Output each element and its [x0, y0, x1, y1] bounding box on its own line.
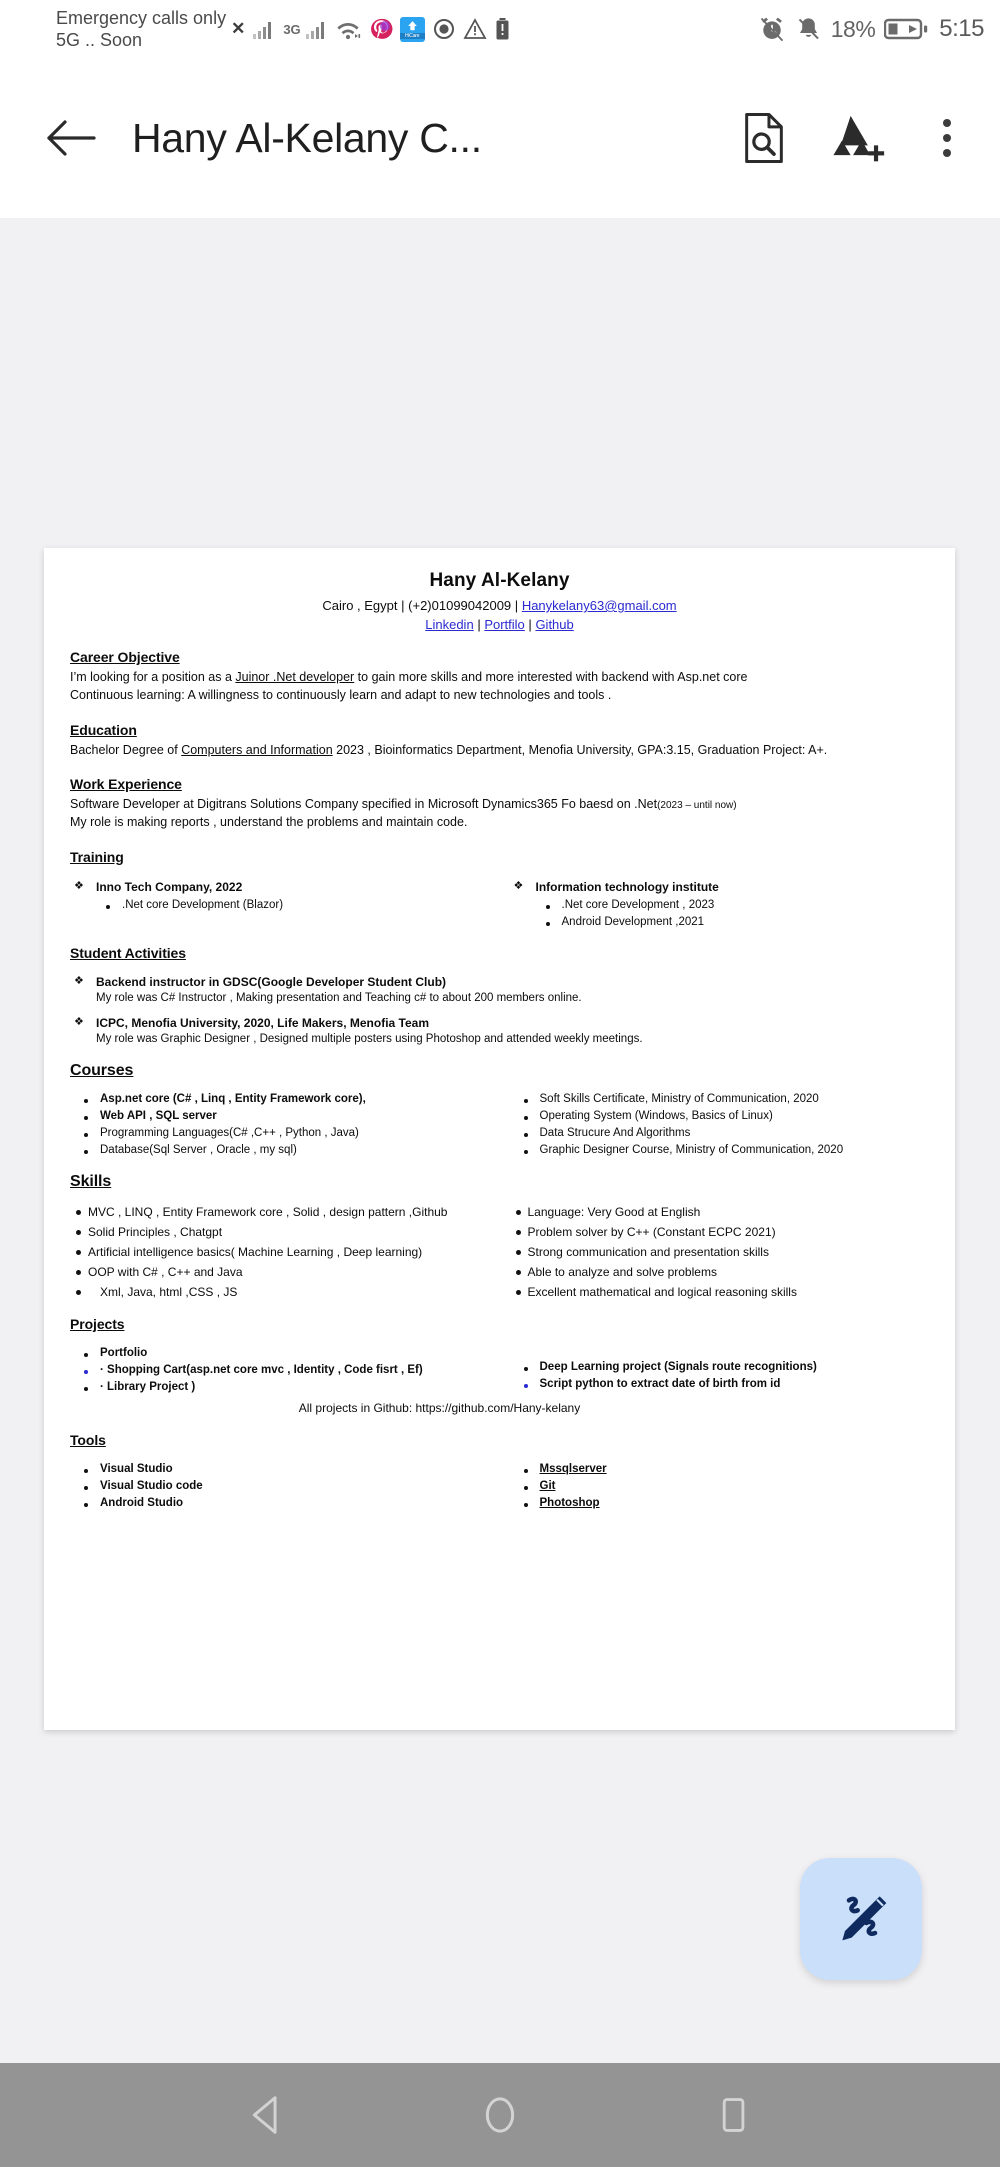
more-options-button[interactable]: [924, 110, 970, 166]
contact-phone: (+2)01099042009: [408, 598, 512, 613]
education-line: [70, 742, 929, 760]
add-to-drive-button[interactable]: [830, 110, 886, 166]
education-pre: Bachelor Degree of: [70, 742, 182, 757]
section-heading-work-experience: Work Experience: [70, 776, 182, 793]
section-heading-tools: Tools: [70, 1431, 106, 1448]
list-item: Language: Very Good at English: [510, 1205, 930, 1219]
bell-off-icon: [795, 15, 822, 43]
student-activity-role: My role was C# Instructor , Making presentation and Teaching c# to about 200 members online.: [96, 991, 582, 1004]
section-heading-courses: Courses: [70, 1061, 134, 1079]
battery-charging-icon: [884, 16, 928, 42]
resume-contact-line: [70, 598, 929, 613]
nav-recents-square-icon: [711, 2093, 755, 2137]
tools-columns: [70, 1458, 929, 1509]
courses-column-right: [500, 1088, 930, 1156]
add-to-drive-icon: [831, 113, 885, 163]
app-bar-actions: [736, 110, 970, 166]
list-item: Operating System (Windows, Basics of Linux): [510, 1110, 930, 1122]
list-item: Solid Principles , Chatgpt: [70, 1225, 500, 1239]
list-item: Database(Sql Server , Oracle , my sql): [70, 1144, 500, 1156]
courses-left-list: [70, 1093, 500, 1156]
work-experience-line-2: My role is making reports , understand the problems and maintain code.: [70, 815, 468, 829]
projects-column-right: [500, 1342, 930, 1393]
section-heading-skills: Skills: [70, 1172, 112, 1190]
network-type-label: 3G: [283, 21, 301, 37]
android-navigation-bar: [0, 2063, 1000, 2167]
work-experience-line-1: [70, 796, 929, 814]
projects-github-footer: All projects in Github: https://github.com/Hany-kelany: [298, 1400, 581, 1415]
tools-left-list: [70, 1463, 500, 1509]
work-experience-text: Software Developer at Digitrans Solutions Company specified in Microsoft Dynamics365 Fo baesd on .Net: [70, 797, 658, 812]
list-item: Able to analyze and solve problems: [510, 1265, 930, 1279]
warning-icon: [463, 17, 487, 41]
links-sep: |: [477, 617, 481, 632]
carrier-line-1: Emergency calls only: [56, 7, 227, 28]
clock-label: 5:15: [939, 15, 984, 42]
section-heading-student-activities: Student Activities: [70, 944, 186, 961]
no-sim-icon: ✕: [231, 19, 246, 38]
battery-alert-icon: [494, 17, 511, 41]
list-item: Data Strucure And Algorithms: [510, 1127, 930, 1139]
student-activity-title: ❖ Backend instructor in GDSC(Google Developer Student Club): [70, 975, 929, 989]
work-experience-dates: (2023 – until now): [657, 800, 737, 812]
student-activities-list: [70, 1016, 929, 1030]
status-bar: [0, 0, 1000, 58]
contact-email-link[interactable]: Hanykelany63@gmail.com: [521, 598, 677, 613]
career-objective-role: Juinor .Net developer: [235, 670, 355, 684]
tools-right-list: [510, 1463, 930, 1509]
career-objective-line-1: [70, 669, 929, 687]
education-post: 2023 , Bioinformatics Department, Menofia University, GPA:3.15, Graduation Project: A+.: [332, 742, 828, 757]
signal-bars-icon: [252, 17, 276, 41]
alarm-icon: [758, 15, 786, 43]
resume-name: Hany Al-Kelany: [429, 570, 570, 591]
pinterest-icon: [369, 17, 393, 41]
list-item: Soft Skills Certificate, Ministry of Communication, 2020: [510, 1093, 930, 1105]
training-right-list: [510, 880, 930, 894]
list-item: MVC , LINQ , Entity Framework core , Solid , design pattern ,Github: [70, 1205, 500, 1219]
search-document-icon: [742, 112, 786, 164]
list-item: Visual Studio code: [70, 1480, 500, 1492]
courses-right-list: [510, 1093, 930, 1156]
resume-links-line: [70, 617, 929, 632]
list-item: Xml, Java, html ,CSS , JS: [70, 1285, 500, 1299]
list-item: Photoshop: [539, 1496, 600, 1509]
tools-column-right: [500, 1458, 930, 1509]
list-item: · Shopping Cart(asp.net core mvc , Identity , Code fisrt , Ef): [70, 1364, 500, 1376]
education-faculty: Computers and Information: [181, 742, 333, 757]
github-link[interactable]: Github: [535, 617, 574, 632]
projects-columns: [70, 1342, 929, 1393]
list-item: Visual Studio: [70, 1463, 500, 1475]
career-objective-post: to gain more skills and more interested with backend with Asp.net core: [354, 670, 748, 684]
linkedin-link[interactable]: Linkedin: [425, 617, 474, 632]
tools-column-left: [70, 1458, 500, 1509]
signal-bars-2-icon: [305, 17, 329, 41]
wifi-icon: [336, 17, 362, 41]
contact-sep: |: [514, 598, 519, 613]
edit-pen-icon: [829, 1887, 893, 1951]
list-item: Artificial intelligence basics( Machine Learning , Deep learning): [70, 1245, 500, 1259]
list-item: Problem solver by C++ (Constant ECPC 2021): [510, 1225, 930, 1239]
list-item: Mssqlserver: [539, 1462, 607, 1475]
training-right-items: [510, 899, 930, 928]
courses-columns: [70, 1088, 929, 1156]
list-item: Graphic Designer Course, Ministry of Communication, 2020: [510, 1144, 930, 1156]
projects-left-list: [70, 1347, 500, 1393]
training-entry-title: ❖ Information technology institute: [510, 880, 930, 894]
status-left-icons: [230, 17, 511, 42]
student-activities-list: [70, 975, 929, 989]
list-item: Portfolio: [70, 1347, 500, 1359]
skills-column-left: [70, 1199, 500, 1299]
training-column-left: [70, 875, 500, 928]
list-item: Strong communication and presentation skills: [510, 1245, 930, 1259]
training-entry-title: ❖ Inno Tech Company, 2022: [70, 880, 500, 894]
training-left-items: [70, 899, 500, 911]
contact-location: Cairo , Egypt: [322, 598, 398, 613]
list-item: OOP with C# , C++ and Java: [70, 1265, 500, 1279]
list-item: · Library Project ): [70, 1381, 500, 1393]
skills-right-list: [510, 1205, 930, 1299]
portfolio-link[interactable]: Portfilo: [484, 617, 525, 632]
list-item: Git: [539, 1479, 556, 1492]
kebab-dot: [943, 149, 951, 157]
nav-back-button[interactable]: [222, 2070, 312, 2160]
back-arrow-icon: [46, 116, 96, 160]
section-heading-training: Training: [70, 848, 124, 865]
list-item: Deep Learning project (Signals route recognitions): [510, 1361, 930, 1373]
list-item: .Net core Development , 2023: [510, 899, 930, 911]
document-viewer[interactable]: [0, 218, 1000, 2063]
career-objective-pre: I’m looking for a position as a: [70, 670, 236, 684]
kebab-dot: [943, 134, 951, 142]
projects-right-list: [510, 1361, 930, 1390]
section-heading-projects: Projects: [70, 1315, 125, 1332]
document-title: Hany Al-Kelany C...: [132, 114, 482, 161]
list-item: Asp.net core (C# , Linq , Entity Framework core),: [70, 1093, 500, 1105]
back-button[interactable]: [40, 107, 102, 169]
list-item: Android Development ,2021: [510, 916, 930, 928]
list-item: Android Studio: [70, 1497, 500, 1509]
nav-home-circle-icon: [477, 2092, 523, 2138]
student-activity-role: My role was Graphic Designer , Designed multiple posters using Photoshop and attended weekly meetings.: [96, 1032, 643, 1045]
carrier-line-2: 5G .. Soon: [56, 30, 143, 50]
training-left-list: [70, 880, 500, 894]
search-document-button[interactable]: [736, 110, 792, 166]
list-item: Programming Languages(C# ,C++ , Python , Java): [70, 1127, 500, 1139]
section-heading-education: Education: [70, 721, 137, 738]
skills-columns: [70, 1199, 929, 1299]
career-objective-line-2: Continuous learning: A willingness to continuously learn and adapt to new technologies and tools .: [70, 687, 612, 702]
list-item: Web API , SQL server: [70, 1110, 500, 1122]
student-activity-title: ❖ ICPC, Menofia University, 2020, Life Makers, Menofia Team: [70, 1016, 929, 1030]
kebab-dot: [943, 119, 951, 127]
courses-column-left: [70, 1088, 500, 1156]
app-bar: [0, 58, 1000, 218]
skills-left-list: [70, 1205, 500, 1299]
record-icon: [432, 17, 456, 41]
nav-recents-button[interactable]: [688, 2070, 778, 2160]
training-column-right: [500, 875, 930, 928]
list-item: Script python to extract date of birth from id: [510, 1378, 930, 1390]
status-right-icons: [758, 15, 984, 43]
training-columns: [70, 875, 929, 928]
links-sep: |: [528, 617, 532, 632]
projects-column-left: [70, 1342, 500, 1393]
nav-back-triangle-icon: [244, 2092, 290, 2138]
hi-app-icon: HiCare: [400, 17, 425, 42]
list-item: Excellent mathematical and logical reasoning skills: [510, 1285, 930, 1299]
carrier-text: [56, 7, 226, 52]
battery-percent-label: 18%: [830, 15, 876, 42]
skills-column-right: [500, 1199, 930, 1299]
edit-fab-button[interactable]: [800, 1858, 922, 1980]
section-heading-career-objective: Career Objective: [70, 649, 180, 665]
resume-page: [44, 548, 955, 1730]
list-item: .Net core Development (Blazor): [70, 899, 500, 911]
contact-sep: |: [401, 598, 405, 613]
nav-home-button[interactable]: [455, 2070, 545, 2160]
